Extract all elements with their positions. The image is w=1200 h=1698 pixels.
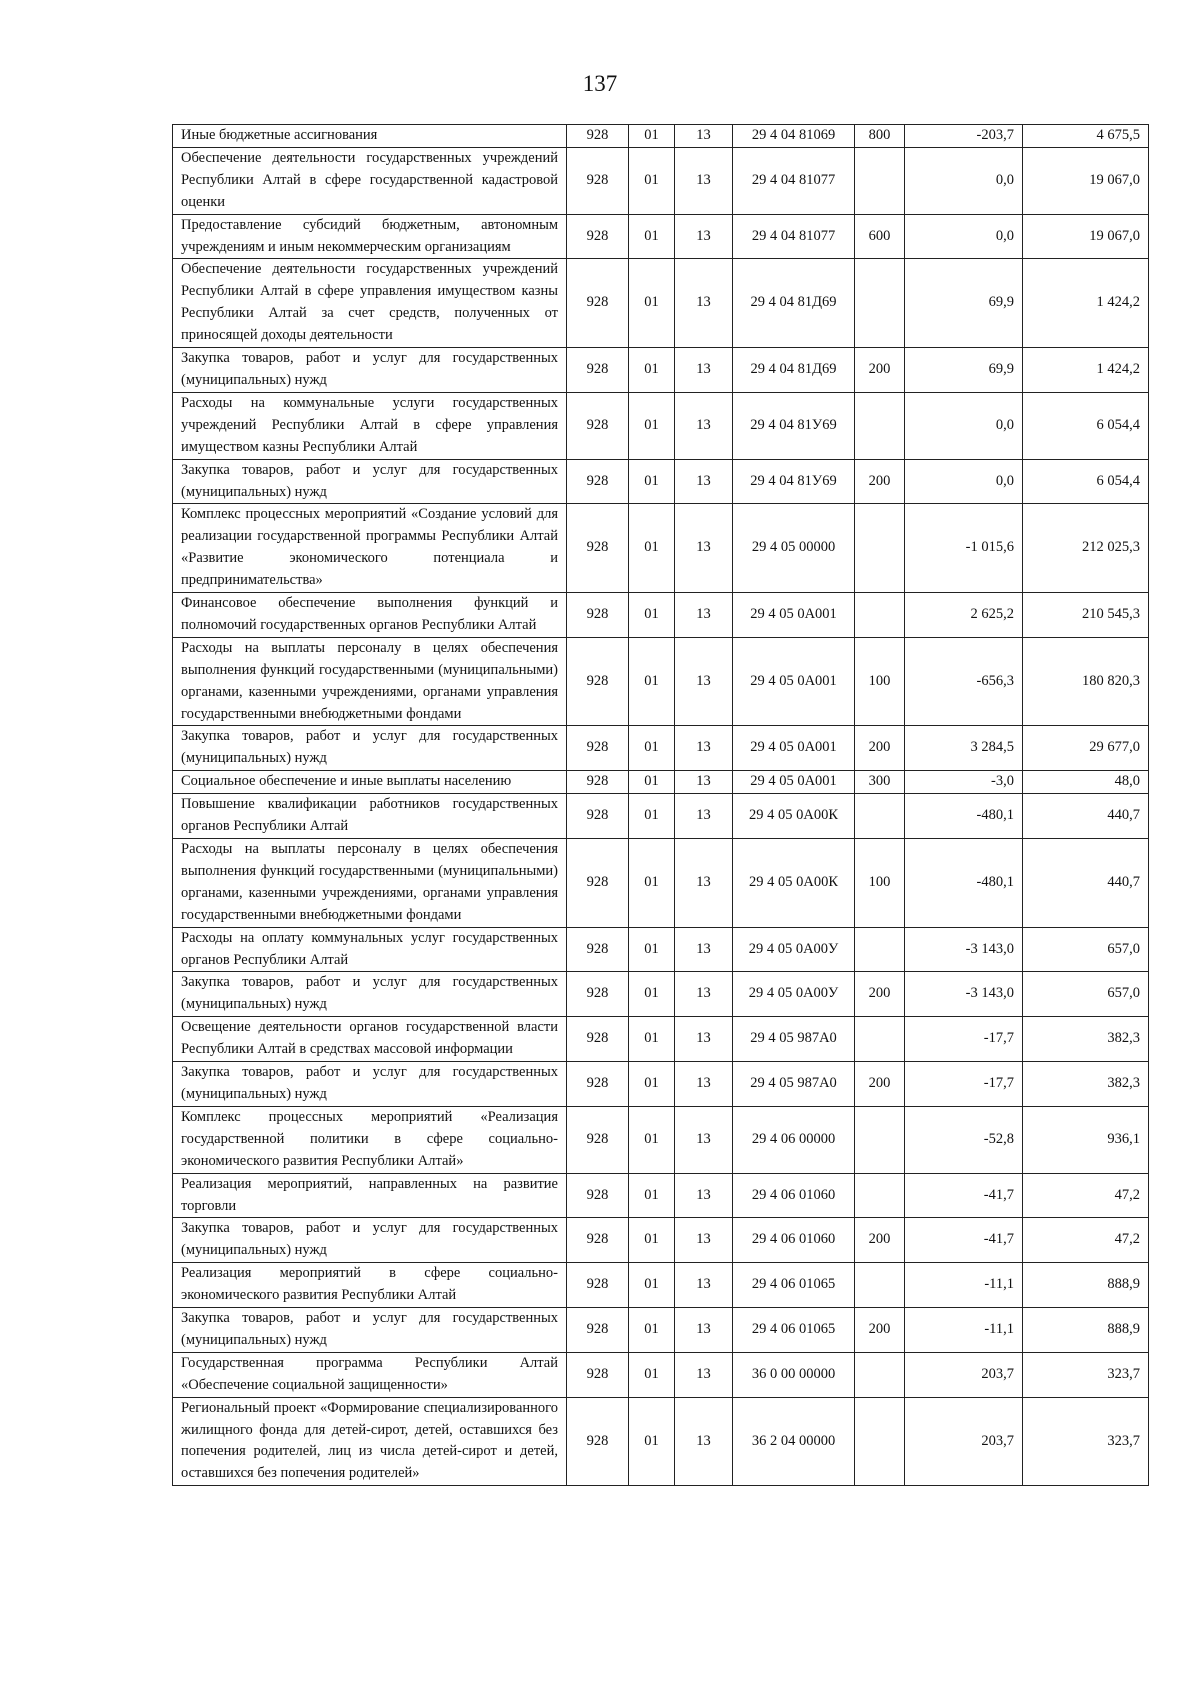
- row-name-cell: Расходы на выплаты персоналу в целях обеспечения выполнения функций государственными (муниципальными) органами, казенными учреждениями, органами управления государственными внебюджетными фондами: [173, 637, 567, 726]
- ministry-code-cell: 928: [567, 259, 629, 348]
- ministry-code-cell: 928: [567, 125, 629, 148]
- target-article-cell: 29 4 05 987А0: [733, 1017, 855, 1062]
- target-article-cell: 29 4 06 01065: [733, 1308, 855, 1353]
- section-code-cell: 01: [629, 1397, 675, 1486]
- row-name-cell: Закупка товаров, работ и услуг для государственных (муниципальных) нужд: [173, 459, 567, 504]
- row-name-cell: Социальное обеспечение и иные выплаты населению: [173, 771, 567, 794]
- section-code-cell: 01: [629, 927, 675, 972]
- budget-table: [172, 124, 1149, 1486]
- row-name-cell: Расходы на оплату коммунальных услуг государственных органов Республики Алтай: [173, 927, 567, 972]
- expense-type-cell: [855, 1397, 905, 1486]
- change-amount-cell: -11,1: [905, 1308, 1023, 1353]
- table-row: [173, 392, 1149, 459]
- table-row: [173, 504, 1149, 593]
- subsection-code-cell: 13: [675, 726, 733, 771]
- change-amount-cell: 2 625,2: [905, 593, 1023, 638]
- total-amount-cell: 657,0: [1023, 927, 1149, 972]
- total-amount-cell: 382,3: [1023, 1017, 1149, 1062]
- section-code-cell: 01: [629, 125, 675, 148]
- total-amount-cell: 1 424,2: [1023, 259, 1149, 348]
- change-amount-cell: 3 284,5: [905, 726, 1023, 771]
- total-amount-cell: 4 675,5: [1023, 125, 1149, 148]
- section-code-cell: 01: [629, 214, 675, 259]
- expense-type-cell: [855, 504, 905, 593]
- table-row: [173, 927, 1149, 972]
- expense-type-cell: 100: [855, 637, 905, 726]
- expense-type-cell: [855, 1017, 905, 1062]
- table-row: [173, 771, 1149, 794]
- table-row: [173, 1062, 1149, 1107]
- expense-type-cell: 200: [855, 972, 905, 1017]
- ministry-code-cell: 928: [567, 1397, 629, 1486]
- subsection-code-cell: 13: [675, 147, 733, 214]
- expense-type-cell: 200: [855, 1218, 905, 1263]
- table-row: [173, 593, 1149, 638]
- target-article-cell: 29 4 04 81У69: [733, 392, 855, 459]
- subsection-code-cell: 13: [675, 771, 733, 794]
- expense-type-cell: 100: [855, 839, 905, 928]
- ministry-code-cell: 928: [567, 459, 629, 504]
- target-article-cell: 29 4 05 0А00У: [733, 972, 855, 1017]
- subsection-code-cell: 13: [675, 1397, 733, 1486]
- ministry-code-cell: 928: [567, 726, 629, 771]
- total-amount-cell: 48,0: [1023, 771, 1149, 794]
- row-name-cell: Реализация мероприятий в сфере социально-экономического развития Республики Алтай: [173, 1263, 567, 1308]
- table-row: [173, 1263, 1149, 1308]
- total-amount-cell: 180 820,3: [1023, 637, 1149, 726]
- table-row: [173, 1397, 1149, 1486]
- ministry-code-cell: 928: [567, 927, 629, 972]
- total-amount-cell: 210 545,3: [1023, 593, 1149, 638]
- section-code-cell: 01: [629, 1173, 675, 1218]
- total-amount-cell: 657,0: [1023, 972, 1149, 1017]
- subsection-code-cell: 13: [675, 504, 733, 593]
- subsection-code-cell: 13: [675, 1062, 733, 1107]
- expense-type-cell: [855, 1263, 905, 1308]
- change-amount-cell: -3,0: [905, 771, 1023, 794]
- change-amount-cell: -656,3: [905, 637, 1023, 726]
- total-amount-cell: 47,2: [1023, 1218, 1149, 1263]
- target-article-cell: 29 4 06 00000: [733, 1106, 855, 1173]
- section-code-cell: 01: [629, 794, 675, 839]
- section-code-cell: 01: [629, 459, 675, 504]
- row-name-cell: Закупка товаров, работ и услуг для государственных (муниципальных) нужд: [173, 972, 567, 1017]
- total-amount-cell: 323,7: [1023, 1352, 1149, 1397]
- ministry-code-cell: 928: [567, 1263, 629, 1308]
- ministry-code-cell: 928: [567, 1062, 629, 1107]
- ministry-code-cell: 928: [567, 1106, 629, 1173]
- row-name-cell: Закупка товаров, работ и услуг для государственных (муниципальных) нужд: [173, 726, 567, 771]
- target-article-cell: 29 4 06 01060: [733, 1173, 855, 1218]
- section-code-cell: 01: [629, 1263, 675, 1308]
- change-amount-cell: -41,7: [905, 1218, 1023, 1263]
- row-name-cell: Закупка товаров, работ и услуг для государственных (муниципальных) нужд: [173, 1062, 567, 1107]
- section-code-cell: 01: [629, 259, 675, 348]
- section-code-cell: 01: [629, 1218, 675, 1263]
- change-amount-cell: 69,9: [905, 259, 1023, 348]
- subsection-code-cell: 13: [675, 593, 733, 638]
- ministry-code-cell: 928: [567, 839, 629, 928]
- row-name-cell: Закупка товаров, работ и услуг для государственных (муниципальных) нужд: [173, 348, 567, 393]
- expense-type-cell: [855, 1352, 905, 1397]
- subsection-code-cell: 13: [675, 125, 733, 148]
- row-name-cell: Освещение деятельности органов государственной власти Республики Алтай в средствах массовой информации: [173, 1017, 567, 1062]
- total-amount-cell: 382,3: [1023, 1062, 1149, 1107]
- table-row: [173, 348, 1149, 393]
- total-amount-cell: 6 054,4: [1023, 459, 1149, 504]
- row-name-cell: Реализация мероприятий, направленных на развитие торговли: [173, 1173, 567, 1218]
- subsection-code-cell: 13: [675, 794, 733, 839]
- ministry-code-cell: 928: [567, 637, 629, 726]
- total-amount-cell: 47,2: [1023, 1173, 1149, 1218]
- total-amount-cell: 6 054,4: [1023, 392, 1149, 459]
- table-row: [173, 1106, 1149, 1173]
- change-amount-cell: -3 143,0: [905, 972, 1023, 1017]
- subsection-code-cell: 13: [675, 637, 733, 726]
- target-article-cell: 29 4 04 81069: [733, 125, 855, 148]
- target-article-cell: 29 4 05 0А00У: [733, 927, 855, 972]
- ministry-code-cell: 928: [567, 1352, 629, 1397]
- target-article-cell: 29 4 06 01065: [733, 1263, 855, 1308]
- section-code-cell: 01: [629, 1352, 675, 1397]
- change-amount-cell: -11,1: [905, 1263, 1023, 1308]
- subsection-code-cell: 13: [675, 392, 733, 459]
- expense-type-cell: [855, 1173, 905, 1218]
- total-amount-cell: 19 067,0: [1023, 214, 1149, 259]
- table-row: [173, 839, 1149, 928]
- row-name-cell: Повышение квалификации работников государственных органов Республики Алтай: [173, 794, 567, 839]
- subsection-code-cell: 13: [675, 1173, 733, 1218]
- target-article-cell: 29 4 05 0А00К: [733, 794, 855, 839]
- subsection-code-cell: 13: [675, 927, 733, 972]
- change-amount-cell: 203,7: [905, 1352, 1023, 1397]
- subsection-code-cell: 13: [675, 459, 733, 504]
- expense-type-cell: [855, 593, 905, 638]
- target-article-cell: 29 4 05 987А0: [733, 1062, 855, 1107]
- target-article-cell: 29 4 05 0А001: [733, 593, 855, 638]
- target-article-cell: 29 4 05 0А001: [733, 637, 855, 726]
- subsection-code-cell: 13: [675, 1218, 733, 1263]
- ministry-code-cell: 928: [567, 771, 629, 794]
- total-amount-cell: 888,9: [1023, 1308, 1149, 1353]
- ministry-code-cell: 928: [567, 214, 629, 259]
- target-article-cell: 29 4 06 01060: [733, 1218, 855, 1263]
- subsection-code-cell: 13: [675, 214, 733, 259]
- change-amount-cell: 0,0: [905, 392, 1023, 459]
- subsection-code-cell: 13: [675, 1106, 733, 1173]
- section-code-cell: 01: [629, 637, 675, 726]
- total-amount-cell: 19 067,0: [1023, 147, 1149, 214]
- ministry-code-cell: 928: [567, 147, 629, 214]
- row-name-cell: Расходы на выплаты персоналу в целях обеспечения выполнения функций государственными (муниципальными) органами, казенными учреждениями, органами управления государственными внебюджетными фондами: [173, 839, 567, 928]
- row-name-cell: Закупка товаров, работ и услуг для государственных (муниципальных) нужд: [173, 1308, 567, 1353]
- total-amount-cell: 440,7: [1023, 839, 1149, 928]
- table-row: [173, 726, 1149, 771]
- expense-type-cell: 300: [855, 771, 905, 794]
- change-amount-cell: 0,0: [905, 459, 1023, 504]
- target-article-cell: 36 2 04 00000: [733, 1397, 855, 1486]
- ministry-code-cell: 928: [567, 794, 629, 839]
- expense-type-cell: [855, 259, 905, 348]
- total-amount-cell: 888,9: [1023, 1263, 1149, 1308]
- change-amount-cell: 69,9: [905, 348, 1023, 393]
- row-name-cell: Комплекс процессных мероприятий «Реализация государственной политики в сфере социально-экономического развития Республики Алтай»: [173, 1106, 567, 1173]
- target-article-cell: 29 4 04 81Д69: [733, 348, 855, 393]
- row-name-cell: Расходы на коммунальные услуги государственных учреждений Республики Алтай в сфере управления имуществом казны Республики Алтай: [173, 392, 567, 459]
- expense-type-cell: 200: [855, 1062, 905, 1107]
- ministry-code-cell: 928: [567, 1017, 629, 1062]
- expense-type-cell: [855, 927, 905, 972]
- target-article-cell: 29 4 04 81У69: [733, 459, 855, 504]
- section-code-cell: 01: [629, 839, 675, 928]
- target-article-cell: 36 0 00 00000: [733, 1352, 855, 1397]
- table-row: [173, 1017, 1149, 1062]
- change-amount-cell: -3 143,0: [905, 927, 1023, 972]
- change-amount-cell: 0,0: [905, 214, 1023, 259]
- ministry-code-cell: 928: [567, 1308, 629, 1353]
- section-code-cell: 01: [629, 771, 675, 794]
- row-name-cell: Иные бюджетные ассигнования: [173, 125, 567, 148]
- change-amount-cell: -41,7: [905, 1173, 1023, 1218]
- expense-type-cell: 200: [855, 459, 905, 504]
- change-amount-cell: -203,7: [905, 125, 1023, 148]
- section-code-cell: 01: [629, 1017, 675, 1062]
- total-amount-cell: 440,7: [1023, 794, 1149, 839]
- ministry-code-cell: 928: [567, 593, 629, 638]
- subsection-code-cell: 13: [675, 259, 733, 348]
- row-name-cell: Обеспечение деятельности государственных учреждений Республики Алтай в сфере государственной кадастровой оценки: [173, 147, 567, 214]
- table-row: [173, 972, 1149, 1017]
- table-row: [173, 637, 1149, 726]
- section-code-cell: 01: [629, 392, 675, 459]
- total-amount-cell: 212 025,3: [1023, 504, 1149, 593]
- change-amount-cell: -52,8: [905, 1106, 1023, 1173]
- expense-type-cell: 200: [855, 1308, 905, 1353]
- target-article-cell: 29 4 05 0А001: [733, 726, 855, 771]
- row-name-cell: Предоставление субсидий бюджетным, автономным учреждениям и иным некоммерческим организациям: [173, 214, 567, 259]
- total-amount-cell: 29 677,0: [1023, 726, 1149, 771]
- subsection-code-cell: 13: [675, 1263, 733, 1308]
- expense-type-cell: 200: [855, 348, 905, 393]
- section-code-cell: 01: [629, 1106, 675, 1173]
- section-code-cell: 01: [629, 348, 675, 393]
- expense-type-cell: [855, 1106, 905, 1173]
- table-row: [173, 1352, 1149, 1397]
- subsection-code-cell: 13: [675, 348, 733, 393]
- ministry-code-cell: 928: [567, 972, 629, 1017]
- page-number: 137: [582, 71, 618, 96]
- subsection-code-cell: 13: [675, 1352, 733, 1397]
- change-amount-cell: 0,0: [905, 147, 1023, 214]
- table-row: [173, 214, 1149, 259]
- total-amount-cell: 1 424,2: [1023, 348, 1149, 393]
- row-name-cell: Региональный проект «Формирование специализированного жилищного фонда для детей-сирот, детей, оставшихся без попечения родителей, лиц из числа детей-сирот и детей, оставшихся без попечения родителей»: [173, 1397, 567, 1486]
- target-article-cell: 29 4 04 81077: [733, 147, 855, 214]
- subsection-code-cell: 13: [675, 1017, 733, 1062]
- ministry-code-cell: 928: [567, 504, 629, 593]
- expense-type-cell: [855, 147, 905, 214]
- table-row: [173, 125, 1149, 148]
- target-article-cell: 29 4 04 81077: [733, 214, 855, 259]
- ministry-code-cell: 928: [567, 392, 629, 459]
- table-row: [173, 794, 1149, 839]
- subsection-code-cell: 13: [675, 1308, 733, 1353]
- subsection-code-cell: 13: [675, 972, 733, 1017]
- expense-type-cell: 600: [855, 214, 905, 259]
- ministry-code-cell: 928: [567, 348, 629, 393]
- table-row: [173, 459, 1149, 504]
- change-amount-cell: -17,7: [905, 1017, 1023, 1062]
- expense-type-cell: 800: [855, 125, 905, 148]
- change-amount-cell: -1 015,6: [905, 504, 1023, 593]
- table-row: [173, 1173, 1149, 1218]
- change-amount-cell: -480,1: [905, 794, 1023, 839]
- row-name-cell: Государственная программа Республики Алтай «Обеспечение социальной защищенности»: [173, 1352, 567, 1397]
- target-article-cell: 29 4 05 00000: [733, 504, 855, 593]
- target-article-cell: 29 4 05 0А001: [733, 771, 855, 794]
- total-amount-cell: 936,1: [1023, 1106, 1149, 1173]
- table-row: [173, 1308, 1149, 1353]
- row-name-cell: Финансовое обеспечение выполнения функций и полномочий государственных органов Республики Алтай: [173, 593, 567, 638]
- expense-type-cell: 200: [855, 726, 905, 771]
- section-code-cell: 01: [629, 1062, 675, 1107]
- expense-type-cell: [855, 392, 905, 459]
- section-code-cell: 01: [629, 1308, 675, 1353]
- change-amount-cell: -480,1: [905, 839, 1023, 928]
- ministry-code-cell: 928: [567, 1173, 629, 1218]
- target-article-cell: 29 4 04 81Д69: [733, 259, 855, 348]
- row-name-cell: Закупка товаров, работ и услуг для государственных (муниципальных) нужд: [173, 1218, 567, 1263]
- table-body: [173, 125, 1149, 1486]
- change-amount-cell: 203,7: [905, 1397, 1023, 1486]
- section-code-cell: 01: [629, 593, 675, 638]
- subsection-code-cell: 13: [675, 839, 733, 928]
- section-code-cell: 01: [629, 504, 675, 593]
- target-article-cell: 29 4 05 0А00К: [733, 839, 855, 928]
- row-name-cell: Комплекс процессных мероприятий «Создание условий для реализации государственной программы Республики Алтай «Развитие экономического потенциала и предпринимательства»: [173, 504, 567, 593]
- table-row: [173, 259, 1149, 348]
- row-name-cell: Обеспечение деятельности государственных учреждений Республики Алтай в сфере управления имуществом казны Республики Алтай за счет средств, полученных от приносящей доходы деятельности: [173, 259, 567, 348]
- table-row: [173, 1218, 1149, 1263]
- total-amount-cell: 323,7: [1023, 1397, 1149, 1486]
- table-row: [173, 147, 1149, 214]
- section-code-cell: 01: [629, 726, 675, 771]
- section-code-cell: 01: [629, 147, 675, 214]
- expense-type-cell: [855, 794, 905, 839]
- section-code-cell: 01: [629, 972, 675, 1017]
- ministry-code-cell: 928: [567, 1218, 629, 1263]
- change-amount-cell: -17,7: [905, 1062, 1023, 1107]
